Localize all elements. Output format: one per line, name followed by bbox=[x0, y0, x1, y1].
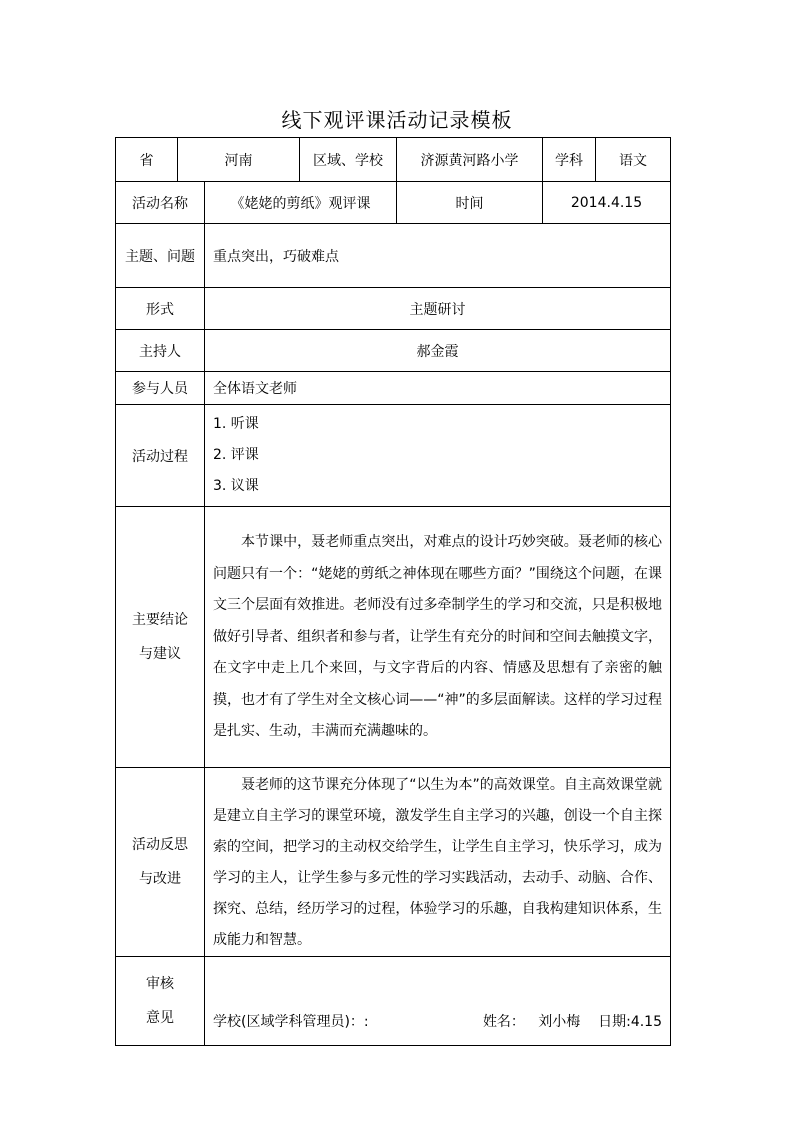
reflection-text: 聂老师的这节课充分体现了“以生为本”的高效课堂。自主高效课堂就是建立自主学习的课堂环境，激发学生自主学习的兴趣，创设一个自主探索的空间，把学习的主动权交给学生，让学生自主学习，快乐学习，成为学习的主人，让学生参与多元性的学习实践活动，去动手、动脑、合作、探究、总结，经历学习的过程，体验学习的乐趣，自我构建知识体系，生成能力和智慧。 bbox=[205, 768, 671, 957]
province-value: 河南 bbox=[178, 138, 300, 182]
activity-name-label: 活动名称 bbox=[116, 182, 205, 224]
row-process bbox=[116, 405, 671, 507]
province-label: 省 bbox=[116, 138, 178, 182]
subject-value: 语文 bbox=[596, 138, 671, 182]
subject-label: 学科 bbox=[543, 138, 596, 182]
name-label: 姓名： bbox=[482, 1014, 525, 1030]
row-form bbox=[116, 288, 671, 330]
reviewer-name: 刘小梅 bbox=[538, 1014, 581, 1030]
activity-name-value: 《姥姥的剪纸》观评课 bbox=[205, 182, 397, 224]
participants-value: 全体语文老师 bbox=[205, 372, 671, 405]
process-item: 2. 评课 bbox=[213, 447, 259, 463]
row-theme bbox=[116, 224, 671, 288]
process-list bbox=[205, 405, 670, 506]
row-participants bbox=[116, 372, 671, 405]
school-label: 区域、学校 bbox=[300, 138, 397, 182]
audit-signature-row bbox=[213, 1011, 662, 1031]
audit-label-line1: 审核 bbox=[146, 976, 174, 992]
theme-value: 重点突出，巧破难点 bbox=[205, 224, 671, 288]
time-label: 时间 bbox=[397, 182, 543, 224]
host-value: 郝金霞 bbox=[205, 330, 671, 372]
signature-group bbox=[483, 1011, 662, 1031]
process-list-cell bbox=[205, 405, 671, 507]
row-activity bbox=[116, 182, 671, 224]
school-admin-label: 学校(区域学科管理员)：: bbox=[213, 1014, 369, 1030]
form-label: 形式 bbox=[116, 288, 205, 330]
document-title: 线下观评课活动记录模板 bbox=[281, 108, 513, 132]
form-value: 主题研讨 bbox=[205, 288, 671, 330]
process-label: 活动过程 bbox=[116, 405, 205, 507]
review-date: 日期:4.15 bbox=[598, 1014, 662, 1030]
audit-content bbox=[205, 957, 671, 1046]
audit-label bbox=[116, 957, 205, 1046]
reflection-label-line2: 与改进 bbox=[139, 871, 181, 887]
conclusion-label bbox=[116, 507, 205, 768]
host-label: 主持人 bbox=[116, 330, 205, 372]
row-host bbox=[116, 330, 671, 372]
process-item: 1. 听课 bbox=[213, 416, 259, 432]
conclusion-label-line1: 主要结论 bbox=[132, 612, 188, 628]
row-reflection bbox=[116, 768, 671, 957]
time-value: 2014.4.15 bbox=[543, 182, 671, 224]
activity-record-table bbox=[115, 137, 671, 1046]
theme-label: 主题、问题 bbox=[116, 224, 205, 288]
row-conclusion bbox=[116, 507, 671, 768]
conclusion-label-line2: 与建议 bbox=[139, 646, 181, 662]
row-audit bbox=[116, 957, 671, 1046]
row-basic-info bbox=[116, 138, 671, 182]
conclusion-text: 本节课中，聂老师重点突出，对难点的设计巧妙突破。聂老师的核心问题只有一个：“姥姥的剪纸之神体现在哪些方面？”围绕这个问题，在课文三个层面有效推进。老师没有过多牵制学生的学习和交流，只是积极地做好引导者、组织者和参与者，让学生有充分的时间和空间去触摸文字，在文字中走上几个来回，与文字背后的内容、情感及思想有了亲密的触摸，也才有了学生对全文核心词——“神”的多层面解读。这样的学习过程是扎实、生动，丰满而充满趣味的。 bbox=[205, 507, 671, 768]
reflection-label bbox=[116, 768, 205, 957]
participants-label: 参与人员 bbox=[116, 372, 205, 405]
school-value: 济源黄河路小学 bbox=[397, 138, 543, 182]
reflection-label-line1: 活动反思 bbox=[132, 837, 188, 853]
audit-label-line2: 意见 bbox=[146, 1010, 174, 1026]
process-item: 3. 议课 bbox=[213, 478, 259, 494]
